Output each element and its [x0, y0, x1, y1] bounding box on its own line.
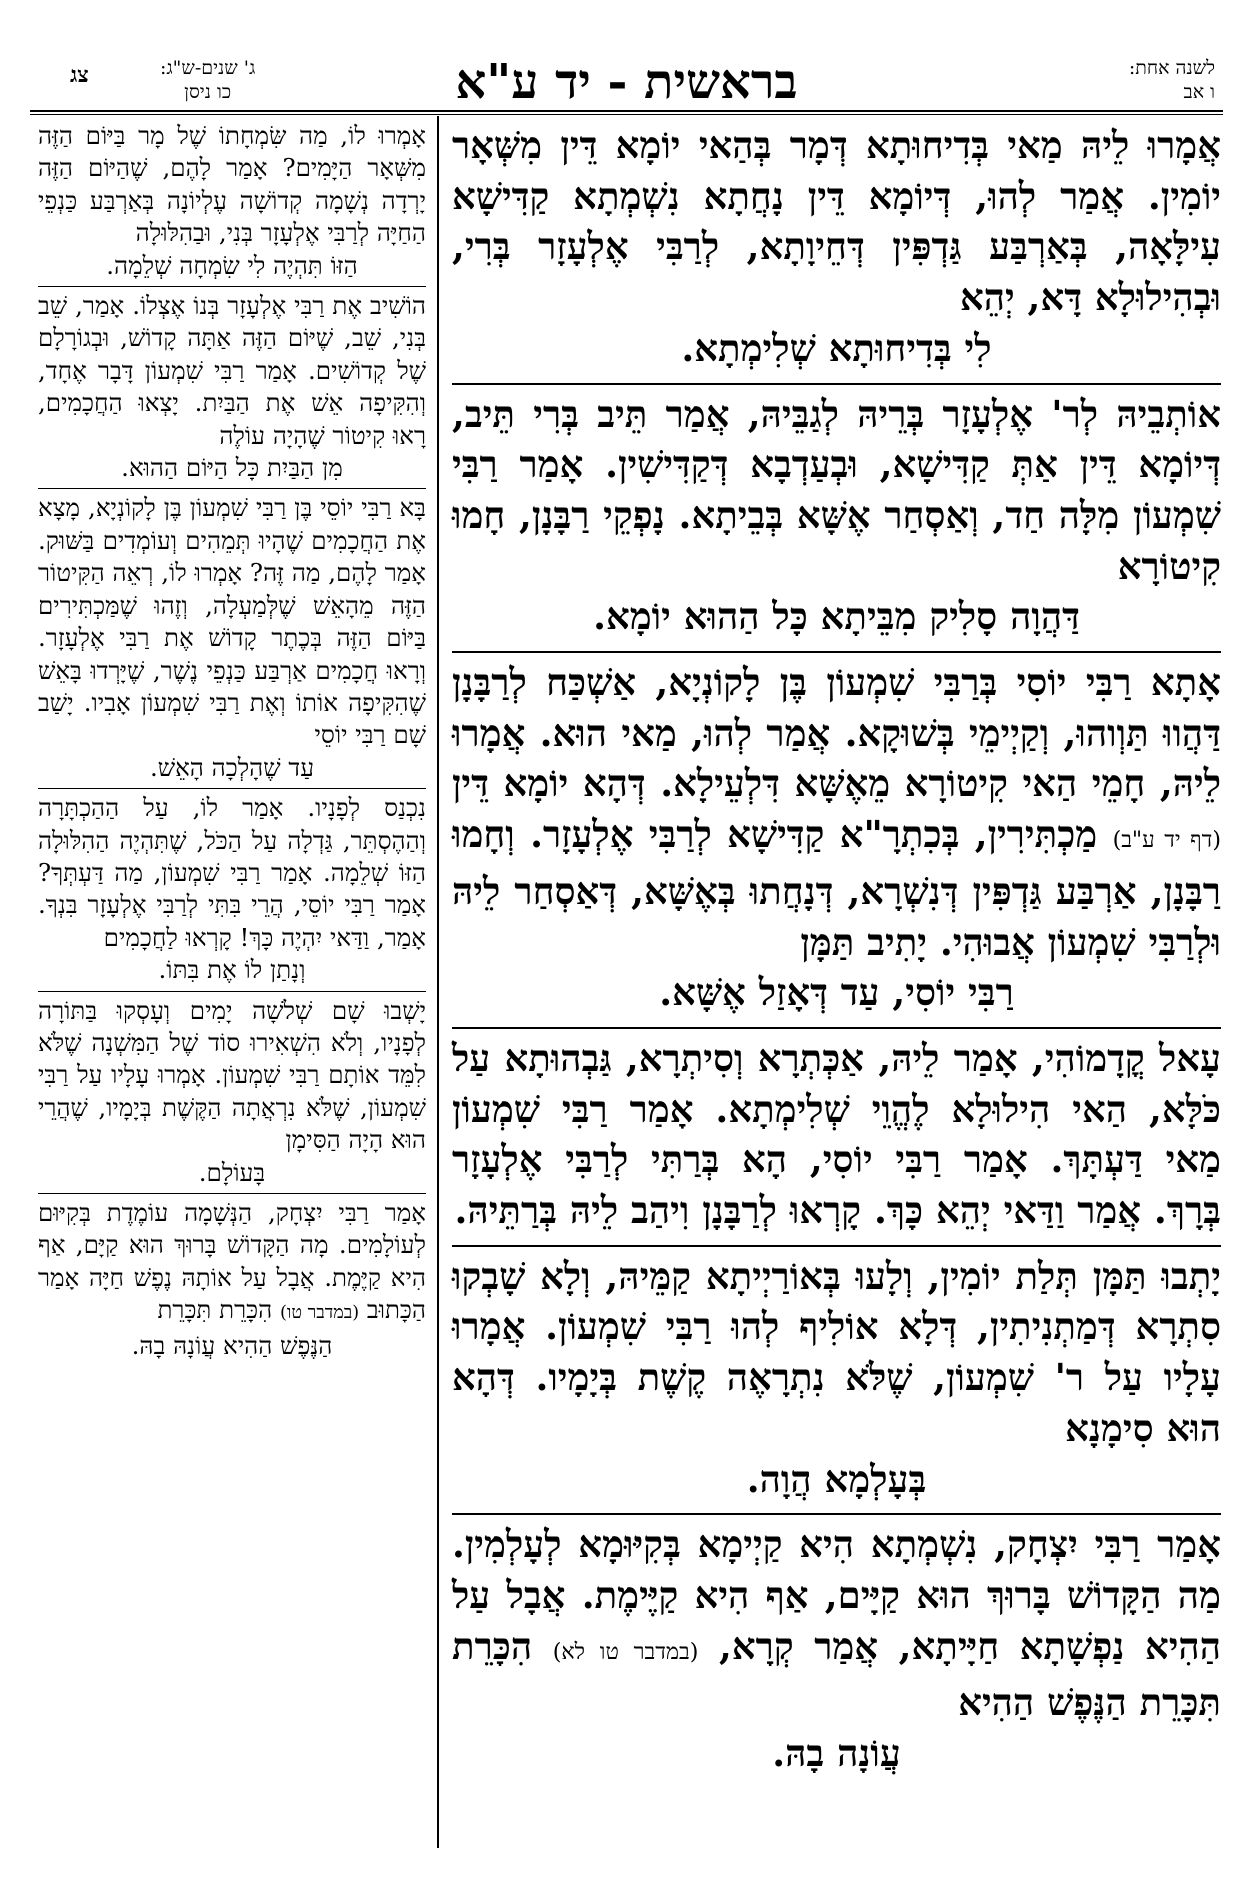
header-rule	[30, 110, 1223, 112]
paragraph-end: וְנָתַן לוֹ אֶת בִּתּוֹ.	[158, 955, 306, 985]
paragraph	[38, 792, 426, 991]
paragraph	[452, 120, 1221, 385]
paragraph	[452, 389, 1221, 654]
schedule-label: ג' שנים-ש"ג:	[160, 57, 256, 79]
paragraph-text: הוֹשִׁיב אֶת רַבִּי אֶלְעָזָר בְּנוֹ אֶצְלוֹ. אָמַר, שֵׁב בְּנִי, שֵׁב, שֶׁיּוֹם הַזֶּה אַתָּה קָדוֹשׁ, וּבְגוֹרָלָם שֶׁל קְדוֹשִׁים. אָמַר רַבִּי שִׁמְעוֹן דָּבָר אֶחָד, וְהִקִּיפָה אֵשׁ אֶת הַבַּיִת. יָצְאוּ הַחֲכָמִים, רָאוּ קִיטוֹר שֶׁהָיָה עוֹלֶה	[38, 291, 426, 450]
column-divider	[437, 116, 439, 1848]
schedule-label: לשנה אחת:	[1128, 57, 1215, 79]
paragraph	[38, 1197, 426, 1366]
paragraph-text: יָתְבוּ תַּמָּן תְּלַת יוֹמִין, וְלָעוּ בְּאוֹרַיְיתָא קַמֵּיהּ, וְלָא שָׁבְקוּ סִתְרָא דְּמַתְנִיתִין, דְּלָא אוֹלִיף לְהוּ רַבִּי שִׁמְעוֹן. אֲמָרוּ עָלָיו עַל ר' שִׁמְעוֹן, שֶׁלֹּא נִתְרָאֶה קֶשֶׁת בְּיָמָיו. דְּהָא הוּא סִימָנָא	[452, 1253, 1221, 1450]
paragraph-end: הַנֶּפֶשׁ הַהִיא עֲוֹנָהּ בָהּ.	[131, 1330, 333, 1360]
paragraph-text: בָּא רַבִּי יוֹסֵי בֶּן רַבִּי שִׁמְעוֹן בֶּן לָקוֹנְיָא, מָצָא אֶת הַחֲכָמִים שֶׁהָיוּ תְּמֵהִים וְעוֹמְדִים בַּשּׁוּק. אָמַר לָהֶם, מַה זֶּה? אָמְרוּ לוֹ, רְאֵה הַקִּיטוֹר הַזֶּה מֵהָאֵשׁ שֶׁלְּמַעְלָה, וְזֶהוּ שֶׁמַּכְתִּירִים בַּיּוֹם הַזֶּה בְּכֶתֶר קָדוֹשׁ אֶת רַבִּי אֶלְעָזָר. וְרָאוּ חֲכָמִים אַרְבַּע כַּנְפֵי נֶשֶׁר, שֶׁיָּרְדוּ בָּאֵשׁ שֶׁהִקִּיפָה אוֹתוֹ וְאֶת רַבִּי שִׁמְעוֹן אָבִיו. יָשַׁב שָׁם רַבִּי יוֹסֵי	[38, 493, 426, 750]
paragraph-end: בְּעָלְמָא הֲוָה.	[746, 1456, 927, 1501]
paragraph	[38, 995, 426, 1194]
paragraph	[452, 1519, 1221, 1788]
paragraph	[38, 120, 426, 287]
paragraph	[38, 290, 426, 489]
paragraph-text: אָמַר רַבִּי יִצְחָק, הַנְּשָׁמָה עוֹמֶדֶת בְּקִיּוּם לְעוֹלָמִים. מָה הַקָּדוֹשׁ בָּרוּךְ הוּא קַיָּם, אַף הִיא קַיֶּמֶת. אֲבָל עַל אוֹתָהּ נֶפֶשׁ חַיָּה אָמַר הַכָּתוּב	[38, 1198, 426, 1325]
schedule-date: ו אב	[1183, 81, 1215, 103]
paragraph-end: רַבִּי יוֹסִי, עַד דְּאָזַל אֶשָּׁא.	[659, 970, 1014, 1015]
paragraph-end: הַזּוֹ תִּהְיֶה לִי שִׂמְחָה שְׁלֵמָה.	[106, 250, 358, 280]
page-header	[30, 56, 1223, 112]
paragraph-end: מִן הַבַּיִת כָּל הַיּוֹם הַהוּא.	[121, 453, 343, 483]
verse-reference: (במדבר טו לא)	[552, 1638, 699, 1665]
paragraph	[38, 492, 426, 789]
paragraph	[452, 657, 1221, 1029]
paragraph-text: אָמְרוּ לוֹ, מַה שִּׂמְחָתוֹ שֶׁל מָר בַּיּוֹם הַזֶּה מִשְּׁאָר הַיָּמִים? אָמַר לָהֶם, שֶׁהַיּוֹם הַזֶּה יָרְדָה נְשָׁמָה קְדוֹשָׁה עֶלְיוֹנָה בְּאַרְבַּע כַּנְפֵי הַחַיָּה לְרַבִּי אֶלְעָזָר בְּנִי, וּבַהִלּוּלָה	[38, 121, 426, 248]
header-rule-thin	[30, 114, 1223, 115]
verse-reference: (במדבר טו)	[280, 1303, 360, 1324]
paragraph-end: עֲוֹנָה בָהּ.	[772, 1731, 901, 1776]
paragraph-end: דַּהֲוָה סָלִיק מִבֵּיתָא כָּל הַהוּא יוֹמָא.	[593, 594, 1080, 639]
page-title: בראשית - יד ע"א	[455, 54, 798, 110]
paragraph-text: יָשְׁבוּ שָׁם שְׁלֹשָׁה יָמִים וְעָסְקוּ בַּתּוֹרָה לְפָנָיו, וְלֹא הִשְׁאִירוּ סוֹד שֶׁל הַמִּשְׁנָה שֶׁלֹּא לִמֵּד אוֹתָם רַבִּי שִׁמְעוֹן. אָמְרוּ עָלָיו עַל רַבִּי שִׁמְעוֹן, שֶׁלֹּא נִרְאֲתָה הַקֶּשֶׁת בְּיָמָיו, שֶׁהֲרֵי הוּא הָיָה הַסִּימָן	[38, 995, 426, 1155]
verse-quote: הִכָּרֵת תִּכָּרֵת	[157, 1295, 273, 1325]
schedule-date: כו ניסן	[184, 81, 232, 103]
paragraph-end: בָּעוֹלָם.	[198, 1157, 266, 1187]
paragraph-text: אוֹתְבֵיהּ לְר' אֶלְעָזָר בְּרֵיהּ לְגַבֵּיהּ, אֲמַר תֵּיב בְּרִי תֵּיב, דְּיוֹמָא דֵּין אַתְּ קַדִּישָׁא, וּבְעַדְבָא דְּקַדִּישִׁין. אָמַר רַבִּי שִׁמְעוֹן מִלָּה חַד, וְאַסְחַר אֶשָּׁא בְּבֵיתָא. נָפְקֵי רַבָּנָן, חָמוּ קִיטוֹרָא	[452, 391, 1221, 588]
paragraph-end: עַד שֶׁהָלְכָה הָאֵשׁ.	[149, 752, 315, 782]
paragraph-text: אָתָא רַבִּי יוֹסִי בְּרַבִּי שִׁמְעוֹן בֶּן לָקוֹנְיָא, אַשְׁכַּח לְרַבָּנָן דַּהֲווּ תַּוְוהוּ, וְקַיְימֵי בְּשׁוּקָא. אֲמַר לְהוּ, מַאי הוּא. אֲמָרוּ לֵיהּ, חָמֵי הַאי קִיטוֹרָא מֵאֶשָּׁא דִּלְעֵילָא. דְּהָא יוֹמָא דֵּין	[452, 660, 1221, 806]
paragraph-text: מַכְתִּירִין, בְּכִתְרָ"א קַדִּישָׁא לְרַבִּי אֶלְעָזָר. וְחָמוּ רַבָּנָן, אַרְבַּע גַּדְפִּין דְּנִשְׁרָא, דְּנָחֲתוּ בְּאֶשָּׁא, דְּאַסְחַר לֵיהּ וּלְרַבִּי שִׁמְעוֹן אֲבוּהִי. יָתִיב תַּמָּן	[452, 812, 1221, 964]
verse-quote: הִכָּרֵת תִּכָּרֵת הַנֶּפֶשׁ הַהִיא	[452, 1623, 1221, 1725]
paragraph-text: אָמַר רַבִּי יִצְחָק, נִשְׁמְתָא הִיא קַיְימָא בְּקִיּוּמָא לְעָלְמִין. מַה הַקָּדוֹשׁ בָּרוּךְ הוּא קַיָּים, אַף הִיא קַיֶּימֶת. אֲבָל עַל הַהִיא נַפְשָׁתָא חַיָּיתָא, אֲמַר קְרָא,	[452, 1522, 1221, 1668]
paragraph-text: עָאל קֳדָמוֹהִי, אָמַר לֵיהּ, אַכְּתְרָא וְסִיתְרָא, גַּבְהוּתָא עַל כֹּלָּא, הַאי הִילוּלָא לֶהֱוֵי שְׁלִימְתָא. אָמַר רַבִּי שִׁמְעוֹן מַאי דַּעְתָּךְ. אָמַר רַבִּי יוֹסִי, הָא בְּרַתִּי לְרַבִּי אֶלְעָזָר בְּרָךְ. אֲמַר וַדַּאי יְהֵא כָּךְ. קָרְאוּ לְרַבָּנָן וִיהַב לֵיהּ בְּרַתֵּיהּ.	[452, 1035, 1221, 1233]
paragraph-end: לִי בְּדִיחוּתָא שְׁלִימְתָא.	[681, 325, 992, 370]
page-number: צג	[70, 62, 89, 88]
paragraph-text: אֲמָרוּ לֵיהּ מַאי בְּדִיחוּתָא דְּמָר בְּהַאי יוֹמָא דֵּין מִשְּׁאָר יוֹמִין. אֲמַר לְהוּ, דְּיוֹמָא דֵּין נָחֲתָא נִשְׁמְתָא קַדִּישָׁא עִילָּאָה, בְּאַרְבַּע גַּדְפִּין דְּחֵיוָתָא, לְרַבִּי אֶלְעָזָר בְּרִי, וּבְהִילוּלָא דָּא, יְהֵא	[452, 123, 1221, 320]
page-reference: (דף יד ע"ב)	[1112, 827, 1222, 854]
main-text-column	[452, 120, 1221, 1792]
paragraph-text: נִכְנַס לְפָנָיו. אָמַר לוֹ, עַל הַהַכְתָּרָה וְהַהֶסְתֵּר, גַּדְלָה עַל הַכֹּל, שֶׁתִּהְיֶה הַהִלּוּלָה הַזּוֹ שְׁלֵמָה. אָמַר רַבִּי שִׁמְעוֹן, מַה דַּעְתְּךָ? אָמַר רַבִּי יוֹסֵי, הֲרֵי בִּתִּי לְרַבִּי אֶלְעָזָר בִּנְךָ. אָמַר, וַדַּאי יִהְיֶה כָּךְ! קָרְאוּ לַחֲכָמִים	[38, 793, 426, 952]
study-schedule-three-years	[160, 56, 255, 104]
paragraph	[452, 1251, 1221, 1516]
translation-column	[38, 120, 426, 1369]
paragraph	[452, 1033, 1221, 1247]
